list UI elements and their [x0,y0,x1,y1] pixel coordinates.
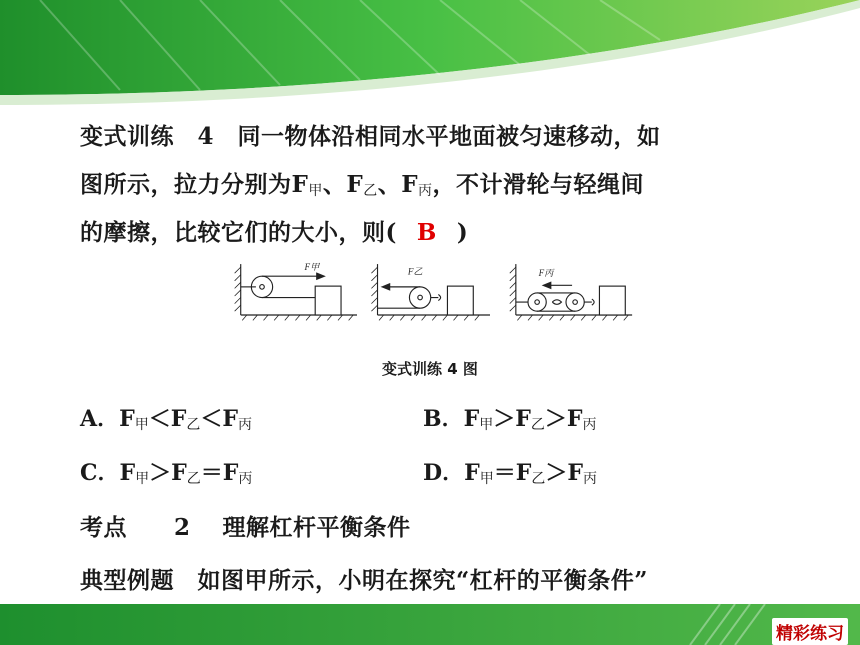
kaodian-heading: 考点 2 理解杠杆平衡条件 [80,514,411,541]
question-line-3: 的摩擦，比较它们的大小，则( B ) [80,219,469,246]
label-f-bing: F丙 [538,268,554,279]
header-banner [0,0,860,110]
answer-text: B [416,219,437,246]
example-heading: 典型例题 如图甲所示，小明在探究“杠杆的平衡条件” [80,567,648,594]
footer-label: 精彩练习 [772,618,848,645]
label-f-jia: F甲 [304,262,320,273]
option-d[interactable]: D．$F_甲=F_乙>F_丙$ [423,460,597,487]
question-line-2: 图所示，拉力分别为$F_甲$、$F_乙$、$F_丙$，不计滑轮与轻绳间 [80,171,645,199]
setup-yi [371,264,490,320]
option-b[interactable]: B．$F_甲>F_乙>F_丙$ [423,406,597,433]
setup-jia [235,262,357,320]
footer-bar [0,604,860,645]
setup-bing [510,264,632,320]
option-c[interactable]: C．$F_甲>F_乙=F_丙$ [80,460,253,487]
pulley-figure [168,258,698,353]
figure-caption: 变式训练 4 图 [382,360,478,378]
option-a[interactable]: A．$F_甲<F_乙<F_丙$ [80,406,252,433]
question-line-1: 变式训练 4 同一物体沿相同水平地面被匀速移动，如 [80,123,661,150]
label-f-yi: F乙 [407,266,423,277]
